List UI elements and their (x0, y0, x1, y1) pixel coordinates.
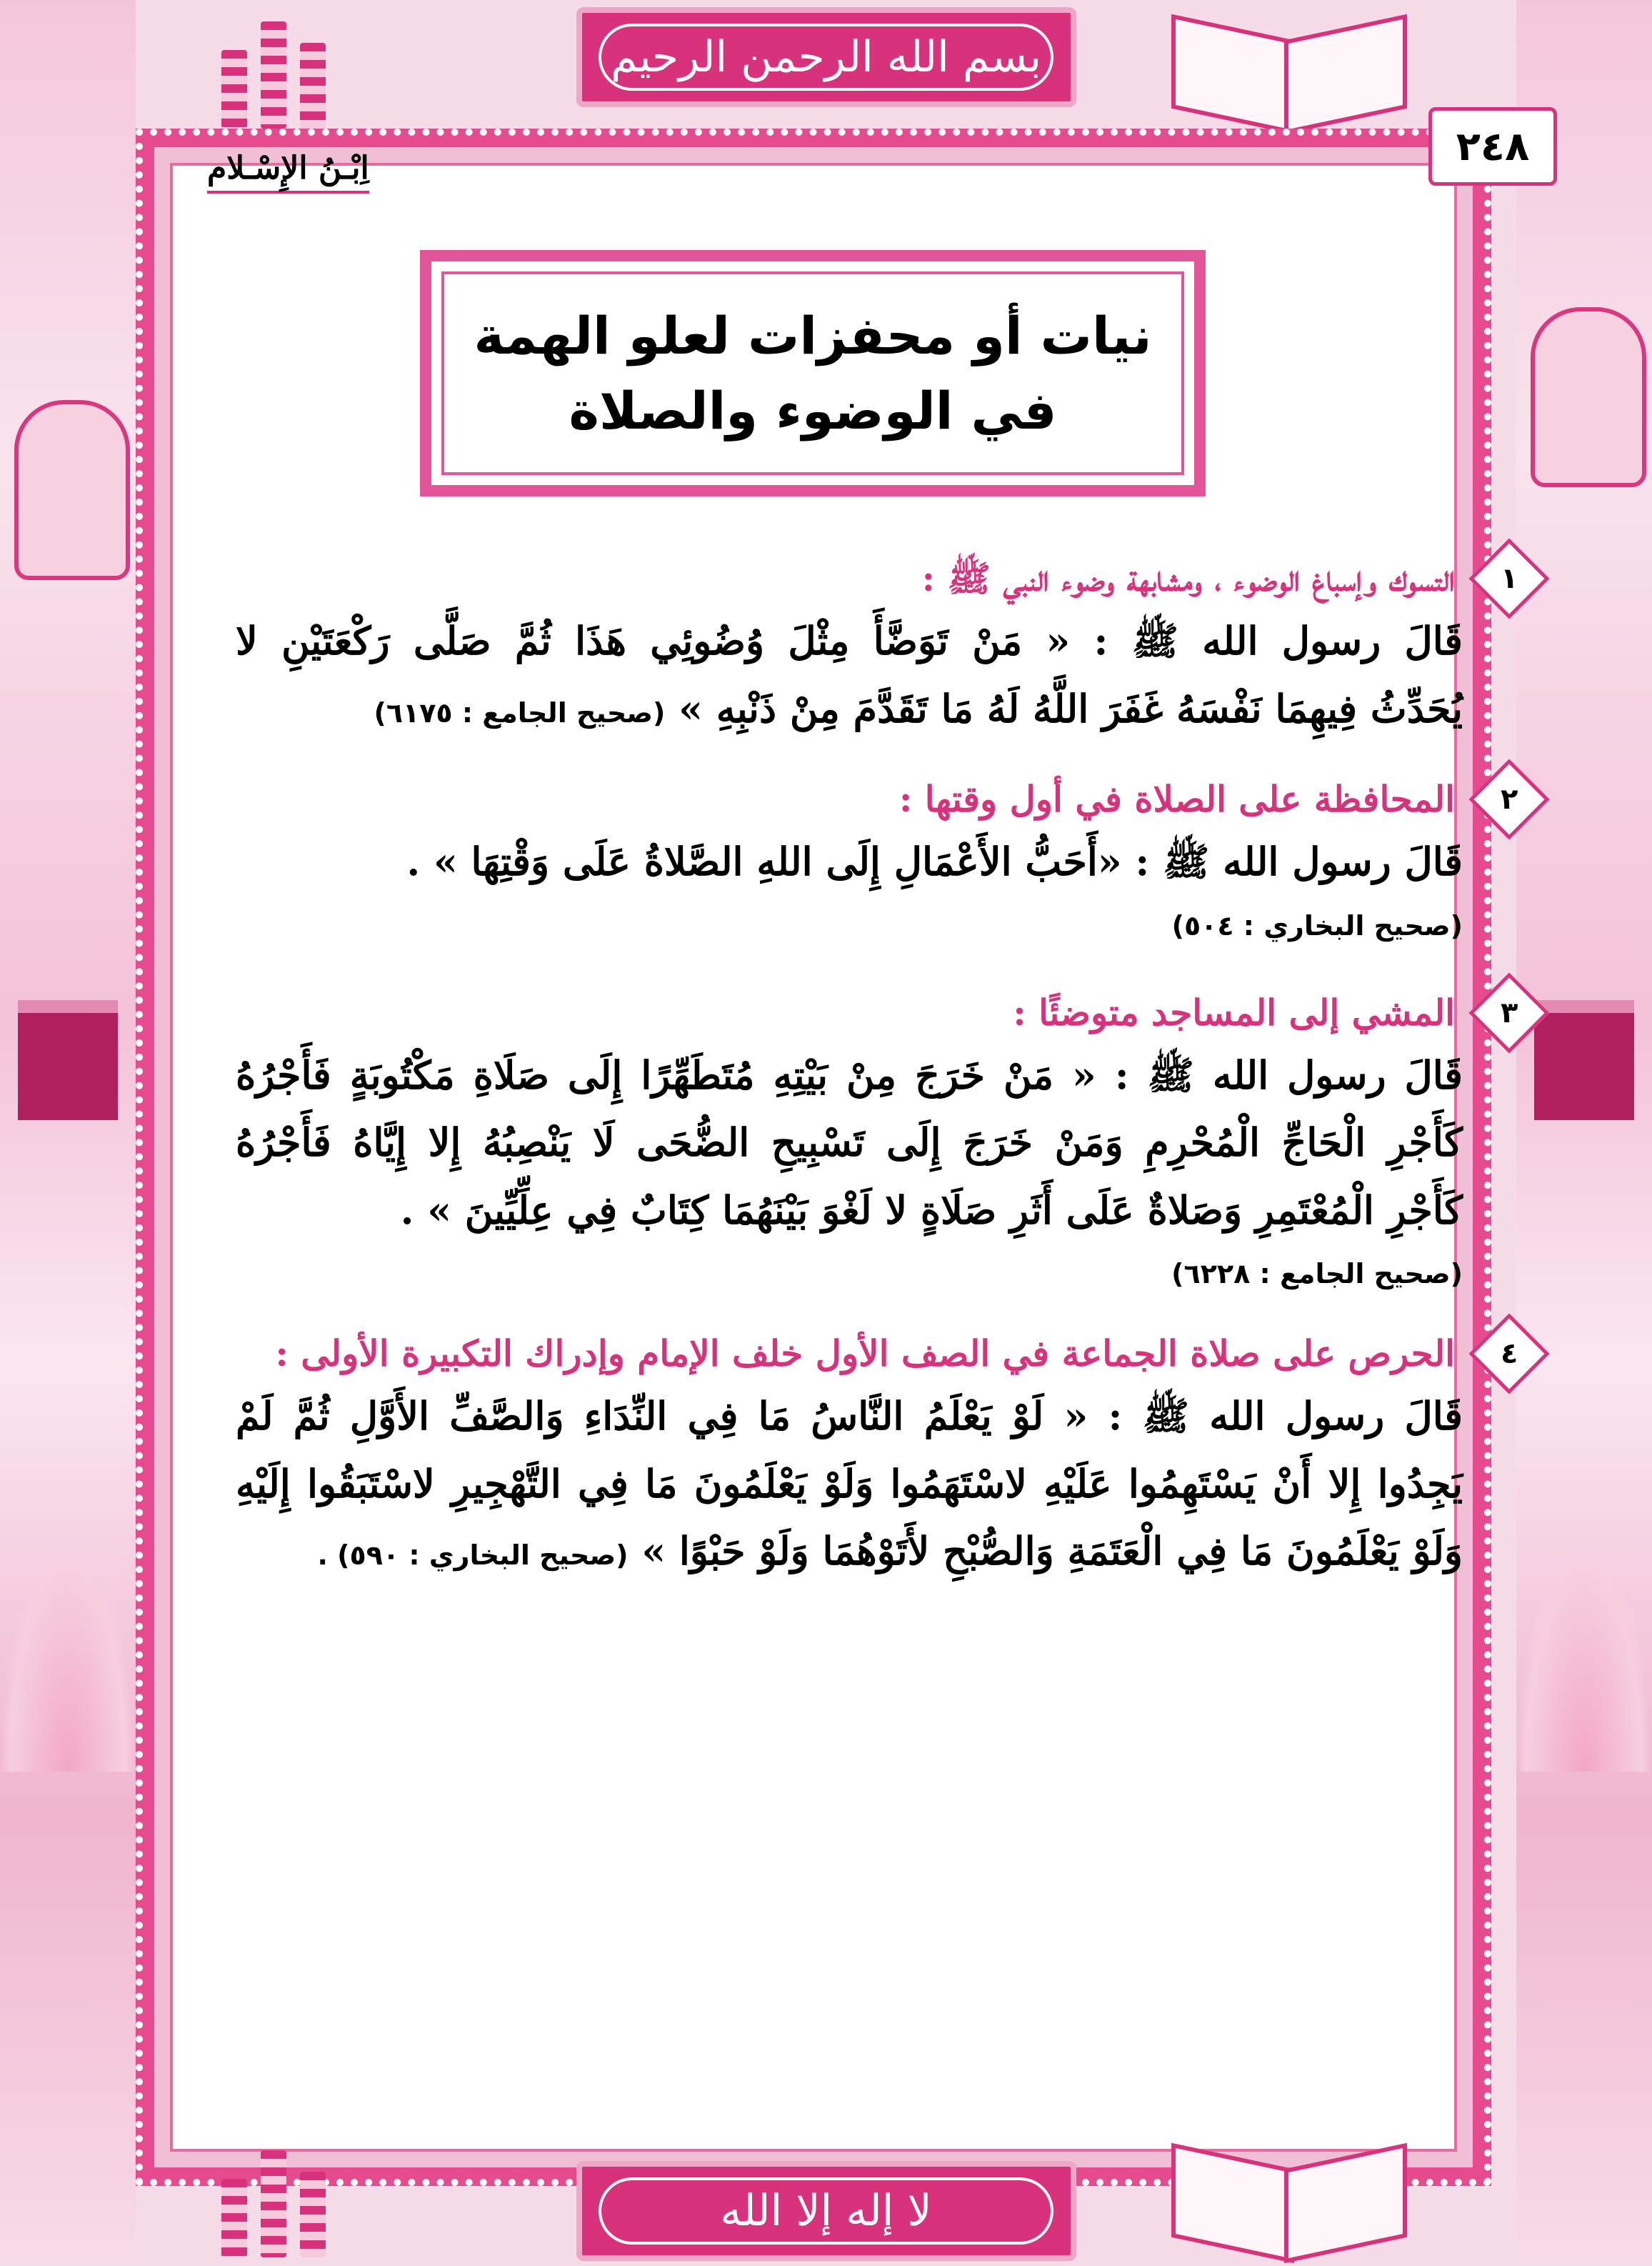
page-number: ٢٤٨ (1428, 107, 1557, 186)
section-heading-row (236, 550, 1518, 607)
candles-icon-top (207, 7, 343, 129)
bottom-banner (576, 2161, 1076, 2261)
open-book-icon-top (1171, 14, 1407, 121)
section-heading: المشي إلى المساجد متوضئًا : (1013, 991, 1455, 1034)
section-3 (236, 984, 1518, 1290)
right-decorative-panel (1516, 0, 1652, 2266)
hadith-line: قَالَ رسول الله ﷺ : « لَوْ يَعْلَمُ النَّاسُ مَا فِي النِّدَاءِ وَالصَّفِّ الأَوَّلِ ثُمَّ لَمْ (236, 1393, 1463, 1439)
open-book-icon-bottom (1171, 2143, 1407, 2250)
hadith-line: قَالَ رسول الله ﷺ : « مَنْ خَرَجَ مِنْ بَيْتِهِ مُتَطَهِّرًا إِلَى صَلَاةِ مَكْتُوبَةٍ فَأَجْرُهُ (236, 1052, 1463, 1098)
chapter-title-line-2: في الوضوء والصلاة (569, 380, 1057, 441)
kaaba-image-left (18, 1000, 118, 1120)
section-heading: المحافظة على الصلاة في أول وقتها : (898, 778, 1455, 820)
section-number-badge: ٣ (1468, 972, 1549, 1053)
hadith-reference-row (236, 1258, 1463, 1289)
chapter-title-line-1: نيات أو محفزات لعلو الهمة (474, 306, 1152, 366)
hadith-line: يُحَدِّثُ فِيهِمَا نَفْسَهُ غَفَرَ اللَّهُ لَهُ مَا تَقَدَّمَ مِنْ ذَنْبِهِ » (صحيح الجامع : ٦١٧٥) (374, 685, 1463, 732)
section-2 (236, 771, 1518, 942)
chapter-title-box (420, 250, 1206, 496)
mosque-dome-right (1516, 1536, 1652, 1772)
hadith-reference: (صحيح الجامع : ٦١٧٥) (374, 697, 666, 729)
calligraphy-emblem-left (14, 400, 130, 580)
hadith-reference: (صحيح الجامع : ٦٢٢٨) (1171, 1258, 1463, 1289)
hadith-reference: (صحيح البخاري : ٥٩٠) . (317, 1539, 629, 1571)
section-heading-row (236, 771, 1518, 828)
hadith-line: يَجِدُوا إِلا أَنْ يَسْتَهِمُوا عَلَيْهِ لاسْتَهَمُوا وَلَوْ يَعْلَمُونَ مَا فِي التَّهْجِيرِ لاسْتَبَقُوا إِلَيْهِ (236, 1460, 1463, 1507)
section-heading-row (236, 1325, 1518, 1382)
hadith-line: قَالَ رسول الله ﷺ : «أَحَبُّ الأَعْمَالِ إِلَى اللهِ الصَّلاةُ عَلَى وَقْتِهَا » . (406, 839, 1463, 884)
hadith-reference-row (236, 910, 1463, 942)
hadith-line: كَأَجْرِ الْمُعْتَمِرِ وَصَلاةٌ عَلَى أَثَرِ صَلَاةٍ لا لَغْوَ بَيْنَهُمَا كِتَابٌ فِي عِلِّيِّينَ » . (400, 1187, 1463, 1233)
hadith-line: قَالَ رسول الله ﷺ : « مَنْ تَوَضَّأَ مِثْلَ وُضُوئِي هَذَا ثُمَّ صَلَّى رَكْعَتَيْنِ لا (236, 618, 1463, 664)
bottom-banner-text: لا إله إلا الله (599, 2177, 1053, 2245)
hadith-reference: (صحيح البخاري : ٥٠٤) (1171, 909, 1463, 942)
section-heading: التسوك وإسباغ الوضوء ، ومشابهة وضوء النبي ﷺ : (921, 557, 1455, 599)
section-1 (236, 550, 1518, 742)
sections-list (236, 550, 1518, 1585)
top-banner (576, 7, 1076, 107)
section-number-badge: ١ (1468, 538, 1549, 619)
mosque-dome-left (0, 1536, 136, 1772)
section-number-badge: ٢ (1468, 759, 1549, 839)
left-decorative-panel (0, 0, 136, 2266)
calligraphy-emblem-right (1531, 307, 1646, 487)
top-banner-text: بسم الله الرحمن الرحيم (599, 24, 1053, 91)
hadith-line: وَلَوْ يَعْلَمُونَ مَا فِي الْعَتَمَةِ وَالصُّبْحِ لأَتَوْهُمَا وَلَوْ حَبْوًا » (صحيح البخاري : ٥٩٠) . (317, 1528, 1463, 1574)
kaaba-image-right (1534, 1000, 1634, 1120)
section-heading: الحرص على صلاة الجماعة في الصف الأول خلف الإمام وإدراك التكبيرة الأولى : (275, 1332, 1455, 1374)
section-heading-row (236, 984, 1518, 1042)
candles-icon-bottom (207, 2136, 343, 2257)
section-4 (236, 1325, 1518, 1585)
book-header-title: اِبْـنُ الإِسْـلام (207, 150, 369, 194)
hadith-line: كَأَجْرِ الْحَاجِّ الْمُحْرِمِ وَمَنْ خَرَجَ إِلَى تَسْبِيحِ الضُّحَى لَا يَنْصِبُهُ إِلا إِيَّاهُ فَأَجْرُهُ (236, 1119, 1463, 1165)
section-number-badge: ٤ (1468, 1313, 1549, 1394)
